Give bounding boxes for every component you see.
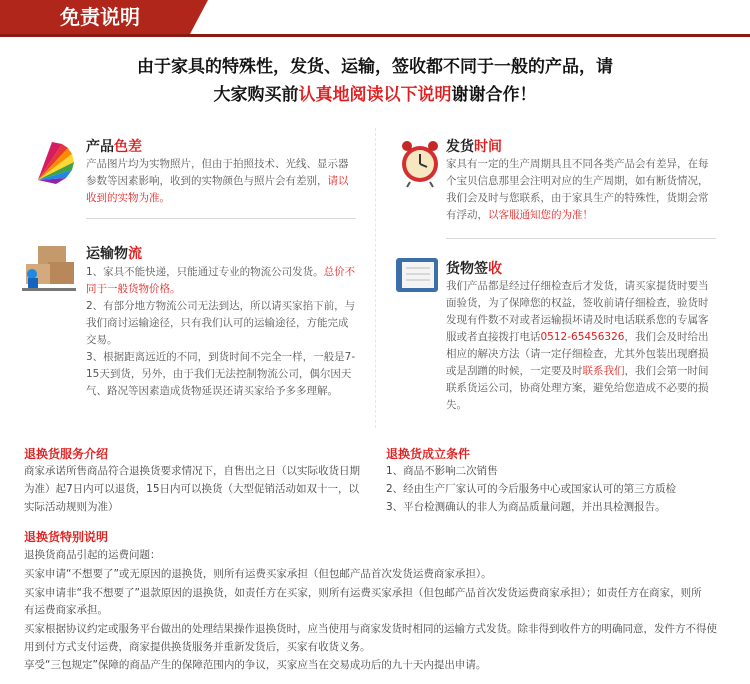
return-note-line: 买家申请“不想要了”或无原因的退换货，则所有运费买家承担（但包邮产品首次发货运费商家承担）。: [24, 568, 492, 580]
header-bar: [0, 0, 750, 37]
return-conditions-list: [386, 462, 726, 516]
disclaimer-tab: 免责说明: [0, 0, 190, 34]
shipping-divider: [446, 238, 716, 239]
condition-item: 1、商品不影响二次销售: [386, 465, 498, 477]
return-note-line: 买家根据协议约定或服务平台做出的处理结果操作退换货时，应当使用与商家发货时相同的运输方式发货。除非得到收件方的明确同意，发件方不得使: [24, 623, 717, 635]
color-section-title: 产品色差: [86, 139, 142, 155]
intro-line-1: 由于家具的特殊性，发货、运输，签收都不同于一般的产品，请: [137, 57, 613, 77]
return-intro-text: 商家承诺所售商品符合退换货要求情况下，自售出之日（以实际收货日期为准）起7日内可以退货，15日内可以换货（大型促销活动如双十一，以实际活动规则为准）: [24, 465, 360, 513]
logistics-item-1: 1、家具不能快递，只能通过专业的物流公司发货。总价不同于一般货物价格。: [86, 266, 356, 295]
alarm-clock-icon: [398, 136, 442, 188]
condition-item: 2、经由生产厂家认可的今后服务中心或国家认可的第三方质检: [386, 483, 677, 495]
color-section-text: 产品图片均为实物照片，但由于拍照技术、光线、显示器参数等因素影响，收到的实物颜色与照片会有差别，请以收到的实物为准。: [86, 158, 349, 204]
intro-line-2-a: 大家购买前: [213, 85, 299, 105]
receipt-text: 我们产品都是经过仔细检查后才发货，请买家提货时要当面验货，为了保障您的权益，签收前请仔细检查，验货时发现有件数不对或者运输损坏请及时电话联系您的专属客服或者直接拨打电话0512-65456326，我们会及时给出相应的解决方法（请一定仔细检查，尤其外包装出现磨损或是刮蹭的时候，一定要及时联系我们，我们会第一时间联系货运公司，协商处理方案，避免给您造成不必要的损失。: [446, 280, 709, 411]
service-phone: 0512-65456326: [540, 331, 625, 343]
intro-line-2-highlight: 认真地阅读以下说明: [298, 85, 452, 105]
delivery-boxes-icon: [18, 240, 82, 294]
condition-item: 3、平台检测确认的非人为商品质量问题，并出具检测报告。: [386, 501, 666, 513]
color-fan-icon: [32, 140, 78, 196]
return-note-line: 用到付方式支付运费，商家提供换货服务并重新发货后，买家有收货义务。: [24, 641, 371, 653]
shipping-time-text: 家具有一定的生产周期具且不同各类产品会有差异，在每个宝贝信息那里会注明对应的生产周期，如有断货情况，我们会及时与您联系，由于家具生产的特殊性，货期会常有浮动，以客服通知您的为准！: [446, 158, 709, 221]
contact-us-link: 联系我们: [582, 365, 625, 377]
return-notes-title: 退换货特别说明: [24, 530, 109, 544]
logistics-item-3: 3、根据距离远近的不同，到货时间不完全一样，一般是7-15天到货，另外，由于我们无法控制物流公司，偶尔因天气、路况等因素造成货物延误还请买家给予多多理解。: [86, 351, 356, 397]
intro-line-2-c: 谢谢合作！: [451, 85, 537, 105]
return-note-line: 买家申请非“我不想要了”退款原因的退换货，如责任方在买家，则所有运费买家承担（但包邮产品首次发货运费商家承担）；如责任方在商家，则所: [24, 587, 702, 599]
return-conditions-title: 退换货成立条件: [386, 447, 471, 461]
logistics-item-2: 2、有部分地方物流公司无法到达，所以请买家掐下前，与我们商讨运输途径，只有我们认可的运输途径，方能完成交易。: [86, 300, 356, 346]
logistics-title: 运输物流: [86, 246, 142, 262]
notebook-icon: [394, 256, 440, 296]
color-divider: [86, 218, 356, 219]
return-note-line: 有运费商家承担。: [24, 604, 108, 616]
shipping-time-title: 发货时间: [446, 139, 502, 155]
return-note-line: 退换货商品引起的运费问题：: [24, 549, 161, 561]
intro-line-2: [0, 80, 750, 105]
column-divider: [375, 128, 376, 428]
return-intro-title: 退换货服务介绍: [24, 447, 109, 461]
return-note-line: 享受“三包规定”保障的商品产生的保障范围内的争议，买家应当在交易成功后的九十天内提出申请。: [24, 659, 487, 671]
receipt-title: 货物签收: [446, 261, 502, 277]
logistics-text: [86, 264, 358, 400]
